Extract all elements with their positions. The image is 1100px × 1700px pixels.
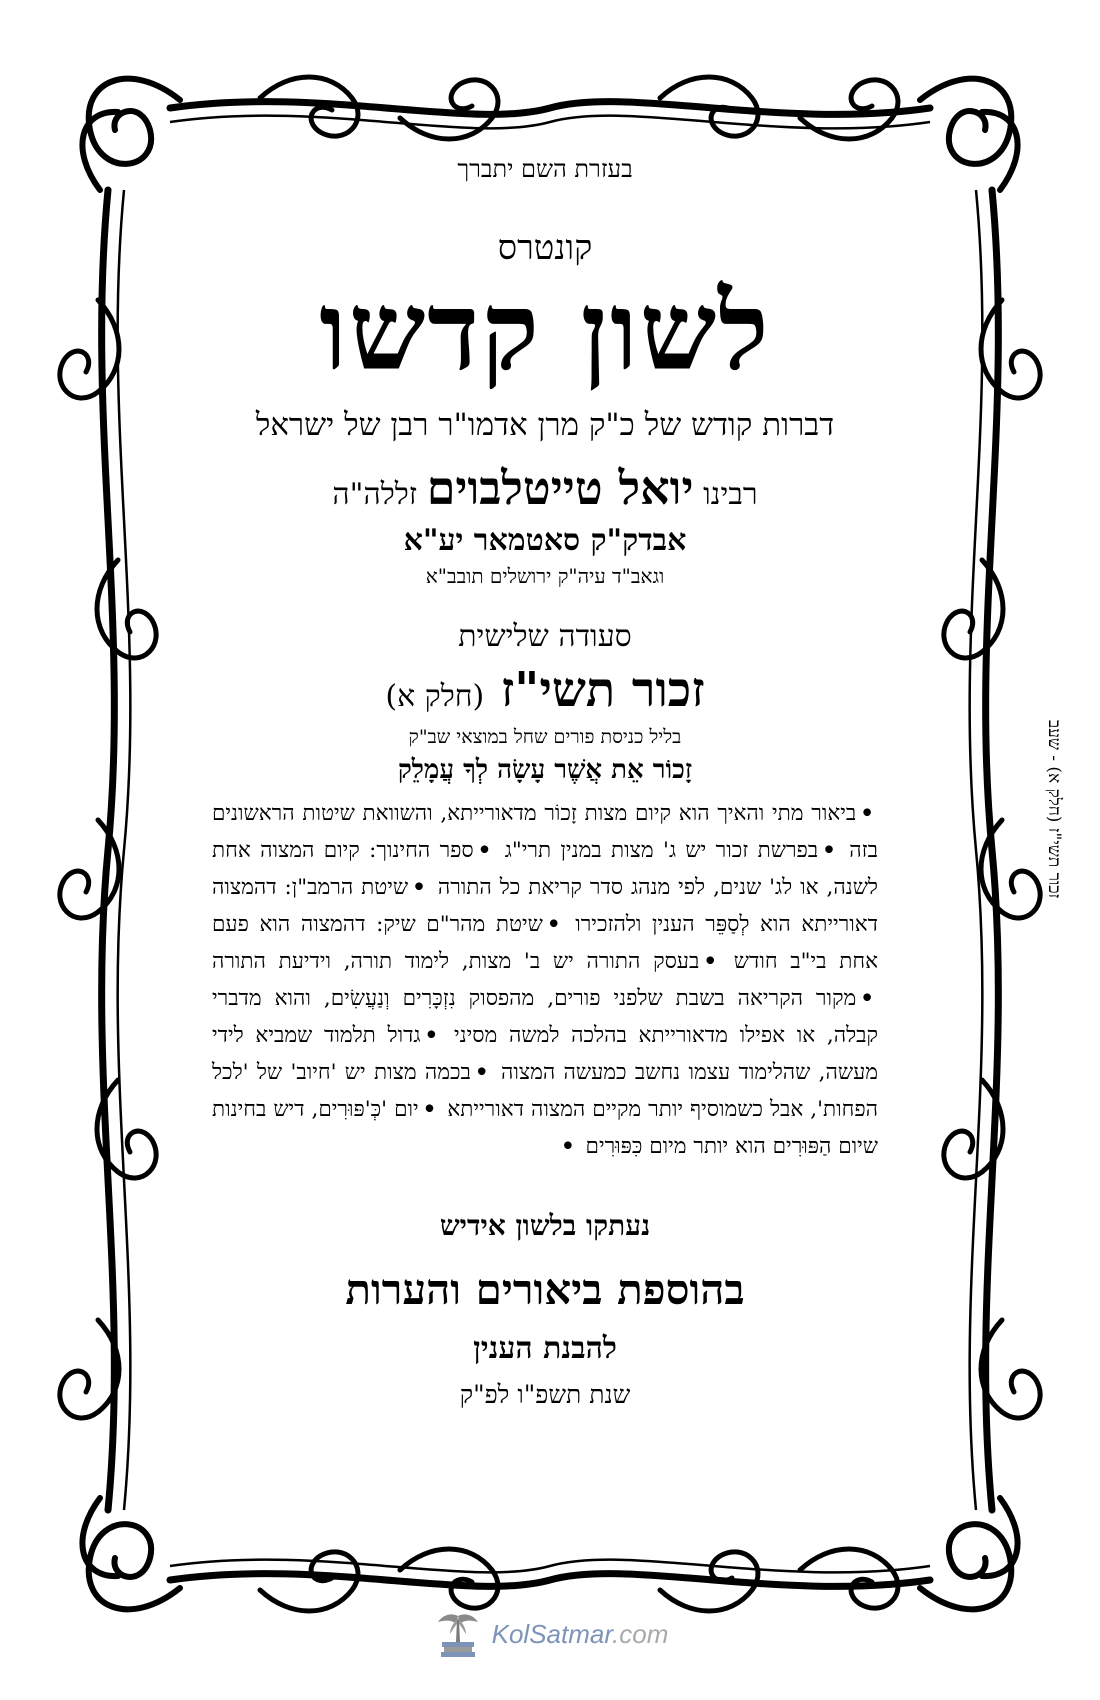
topic-item: בכמה מצות יש 'חיוב' של 'לכל הפחות', אבל כשמוסיף יותר מקיים המצוה דאורייתא [212, 1060, 878, 1123]
rebbe-line [200, 461, 890, 515]
bullet: • [546, 912, 561, 938]
topic-item: ביאור מתי והאיך הוא קיום מצות זָכוֹר מדאורייתא, והשוואת שיטות הראשונים בזה [212, 801, 879, 864]
translated-line: נעתקו בלשון אידיש [439, 1209, 651, 1243]
cover-page [200, 145, 890, 1545]
part-label: (חלק א) [385, 679, 485, 715]
bullet: • [422, 1097, 437, 1123]
kuntres-label: קונטרס [497, 228, 593, 268]
topic-item: שיטת הרמב"ן: דהמצוה דאורייתא הוא לְסַפֵּר הענין ולהזכירו [212, 875, 878, 938]
understand-line: להבנת הענין [473, 1331, 617, 1367]
rebbe-suffix: זללה"ה [332, 477, 418, 513]
bullet: • [424, 1023, 439, 1049]
topic-item: בפרשת זכור יש ג' מצות במנין תרי"ג [504, 838, 819, 864]
bullet: • [412, 875, 426, 901]
bullet: • [822, 838, 836, 864]
meal-heading: סעודה שלישית [458, 619, 632, 655]
kolsatmar-link[interactable] [432, 1608, 669, 1660]
bullet: • [477, 838, 492, 864]
bullet: • [703, 949, 718, 975]
rebbe-name: יואל טייטלבוים [426, 461, 694, 516]
eve-line: בליל כניסת פורים שחל במוצאי שב"ק [408, 726, 682, 749]
year-line: שנת תשפ"ו לפ"ק [459, 1380, 631, 1410]
bullet: • [860, 986, 874, 1012]
palm-tree-books-icon [432, 1608, 484, 1660]
divrei-line: דברות קודש של כ"ק מרן אדמו"ר רבן של ישראל [255, 407, 835, 444]
additions-line: בהוספת ביאורים והערות [345, 1265, 745, 1315]
topic-item: מקור הקריאה בשבת שלפני פורים, מהפסוק נִזְכָּרִים וְנַעֲשִׂים, והוא מדברי קבלה, או אפילו מדאורייתא בהלכה למשה מסיני [212, 986, 879, 1049]
av-beis-din-line-1: אבדק"ק סאטמאר יע"א [403, 523, 687, 559]
brand-domain: .com [612, 1618, 669, 1649]
main-title: לשון קדשו [319, 269, 771, 395]
bullet: • [860, 801, 874, 827]
rebbe-prefix: רבינו [703, 477, 758, 513]
parsha-title: זכור תשי"ז [500, 662, 705, 719]
footer [0, 1608, 1100, 1660]
verse-line: זָכוֹר אֵת אֲשֶׁר עָשָׂה לְךָ עֲמָלֵק [397, 755, 693, 786]
topics-paragraph [212, 795, 878, 1165]
bullet: • [474, 1060, 489, 1086]
topic-item: יום 'כְּ'פּוּרִים, דיש בחינות שיום הַפּוּרִים הוא יותר מיום כִּפּוּרִים [212, 1097, 878, 1160]
topic-item: בעסק התורה יש ב' מצות, לימוד תורה, וידיעת התורה [212, 949, 700, 975]
parsha-heading [200, 662, 890, 718]
topic-item: שיטת מהר"ם שיק: דהמצוה הוא פעם אחת בי"ב חודש [212, 912, 878, 975]
brand-name: KolSatmar [491, 1618, 613, 1649]
topic-item: גדול תלמוד שמביא לידי מעשה, שהלימוד עצמו נחשב כמעשה המצוה [212, 1023, 878, 1086]
page-side-label: זכור תשי"ז (חלק א) - שעב [1044, 720, 1064, 899]
brand-wordmark [492, 1619, 669, 1650]
av-beis-din-line-2: וגאב"ד עיה"ק ירושלים תובב"א [425, 564, 665, 589]
topic-item: ספר החינוך: קיום המצוה אחת לשנה, או לג' שנים, לפי מנהג סדר קריאת כל התורה [212, 838, 878, 901]
bullet: • [560, 1134, 575, 1160]
blessing-heading: בעזרת השם יתברך [457, 155, 633, 183]
